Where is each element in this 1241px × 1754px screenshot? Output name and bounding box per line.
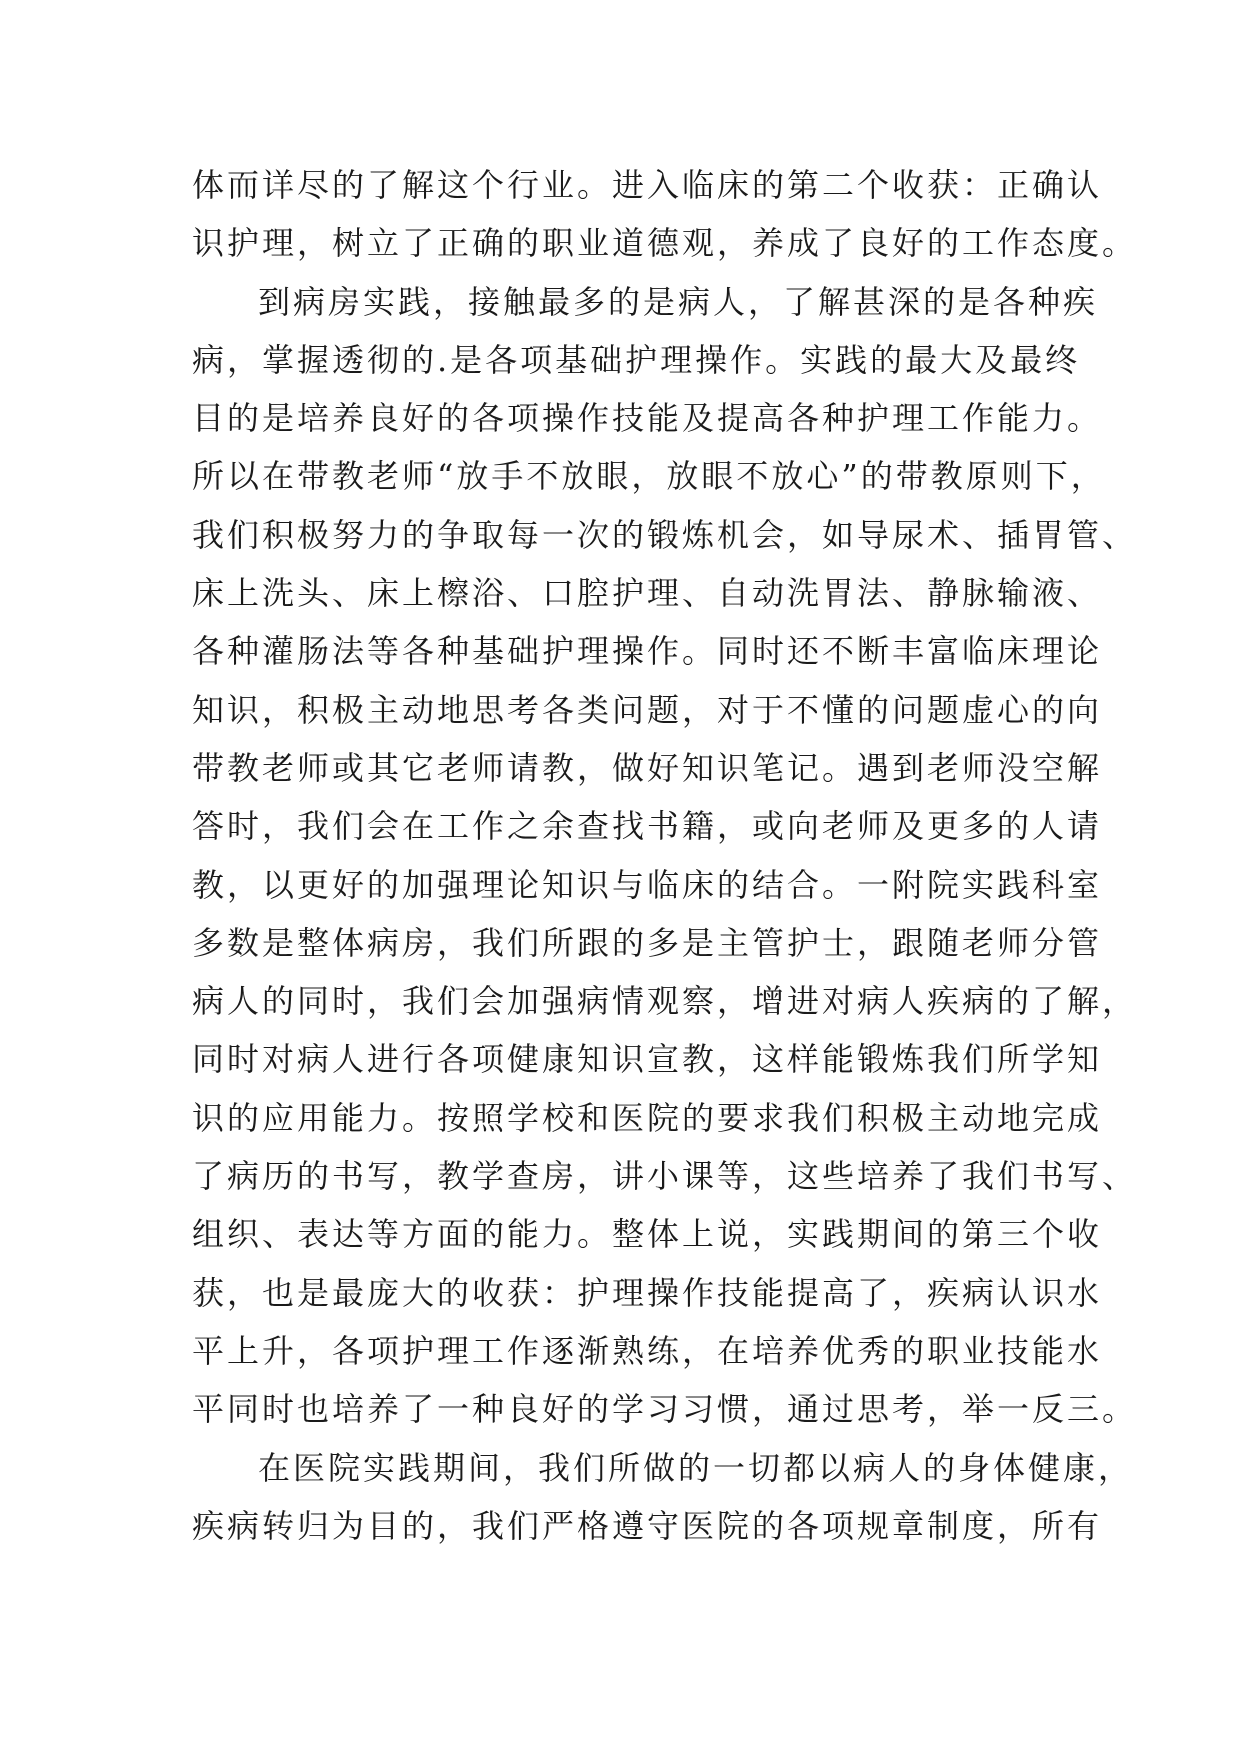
paragraph-start-line: 到病房实践，接触最多的是病人，了解甚深的是各种疾	[258, 282, 1099, 321]
text-line: 床上洗头、床上檫浴、口腔护理、自动洗胃法、静脉输液、	[192, 574, 1103, 613]
text-line: 病人的同时，我们会加强病情观察，增进对病人疾病的了解，	[192, 982, 1138, 1021]
text-line: 带教老师或其它老师请教，做好知识笔记。遇到老师没空解	[192, 748, 1103, 787]
text-line: 识护理，树立了正确的职业道德观，养成了良好的工作态度。	[192, 224, 1138, 263]
text-line: 获，也是最庞大的收获：护理操作技能提高了，疾病认识水	[192, 1273, 1103, 1312]
text-line: 答时，我们会在工作之余查找书籍，或向老师及更多的人请	[192, 807, 1103, 846]
text-line: 组织、表达等方面的能力。整体上说，实践期间的第三个收	[192, 1215, 1103, 1254]
body-text	[192, 156, 1138, 1555]
text-line: 疾病转归为目的，我们严格遵守医院的各项规章制度，所有	[192, 1506, 1103, 1545]
text-line: 了病历的书写，教学查房，讲小课等，这些培养了我们书写、	[192, 1157, 1138, 1196]
text-line: 体而详尽的了解这个行业。进入临床的第二个收获：正确认	[192, 166, 1103, 204]
text-line: 同时对病人进行各项健康知识宣教，这样能锻炼我们所学知	[192, 1040, 1103, 1079]
text-line: 我们积极努力的争取每一次的锻炼机会，如导尿术、插胃管、	[192, 515, 1138, 554]
paragraph-start-line: 在医院实践期间，我们所做的一切都以病人的身体健康，	[258, 1448, 1134, 1487]
text-line: 平同时也培养了一种良好的学习习惯，通过思考，举一反三。	[192, 1390, 1138, 1429]
text-line: 平上升，各项护理工作逐渐熟练，在培养优秀的职业技能水	[192, 1331, 1103, 1370]
text-line: 各种灌肠法等各种基础护理操作。同时还不断丰富临床理论	[192, 632, 1103, 671]
text-line: 所以在带教老师“放手不放眼，放眼不放心”的带教原则下，	[192, 457, 1106, 496]
text-line: 教，以更好的加强理论知识与临床的结合。一附院实践科室	[192, 865, 1103, 904]
text-line: 目的是培养良好的各项操作技能及提高各种护理工作能力。	[192, 399, 1103, 438]
text-line: 知识，积极主动地思考各类问题，对于不懂的问题虚心的向	[192, 690, 1103, 729]
text-line: 识的应用能力。按照学校和医院的要求我们积极主动地完成	[192, 1098, 1103, 1137]
text-line: 多数是整体病房，我们所跟的多是主管护士，跟随老师分管	[192, 923, 1103, 962]
text-line: 病，掌握透彻的.是各项基础护理操作。实践的最大及最终	[192, 340, 1081, 379]
